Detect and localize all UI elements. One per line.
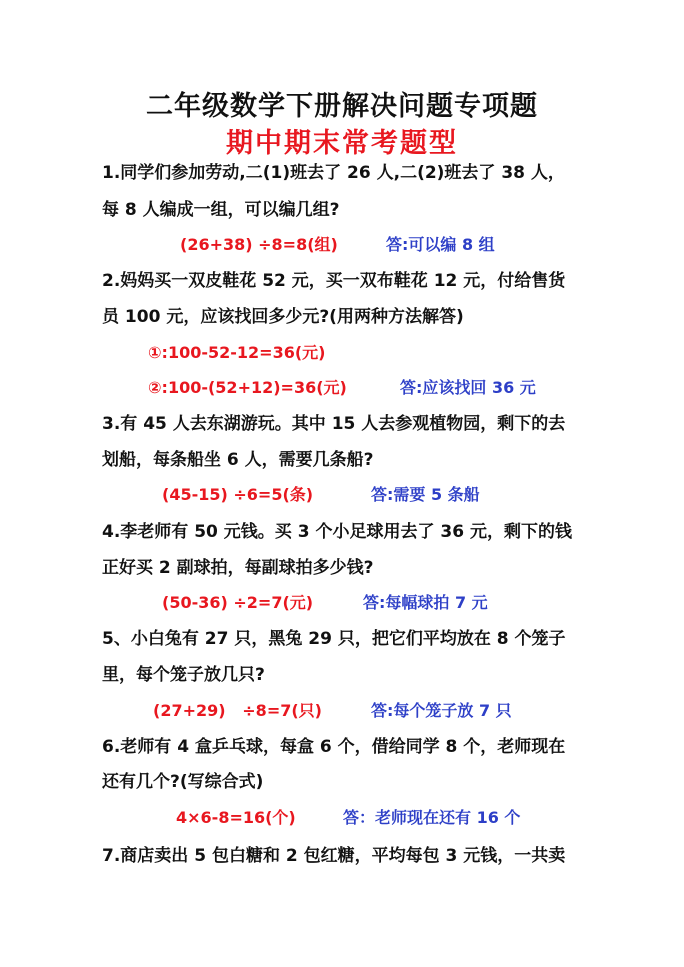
problem-4-answer: 答:每幅球拍 7 元 (363, 593, 488, 612)
problem-2-answer: 答:应该找回 36 元 (400, 378, 536, 397)
problem-6-equation: 4×6-8=16(个) (176, 808, 296, 827)
page-subtitle: 期中期末常考题型 (226, 128, 458, 159)
problem-2-line-2: 员 100 元，应该找回多少元?(用两种方法解答) (102, 307, 464, 327)
problem-5-answer: 答:每个笼子放 7 只 (371, 701, 512, 720)
problem-4-equation: (50-36) ÷2=7(元) (162, 593, 314, 612)
problem-5-equation: (27+29) ÷8=7(只) (153, 701, 322, 720)
problem-2-equation-2: ②:100-(52+12)=36(元) (148, 378, 347, 397)
problem-5-line-2: 里，每个笼子放几只? (102, 665, 265, 685)
problem-6-line-1: 6.老师有 4 盒乒乓球，每盒 6 个，借给同学 8 个，老师现在 (102, 737, 566, 757)
problem-4-line-1: 4.李老师有 50 元钱。买 3 个小足球用去了 36 元，剩下的钱 (102, 522, 572, 542)
problem-3-line-1: 3.有 45 人去东湖游玩。其中 15 人去参观植物园，剩下的去 (102, 414, 566, 434)
problem-1-answer: 答:可以编 8 组 (386, 235, 495, 254)
problem-3-equation: (45-15) ÷6=5(条) (162, 485, 314, 504)
problem-1-equation: (26+38) ÷8=8(组) (180, 235, 338, 254)
problem-1-line-1: 1.同学们参加劳动,二(1)班去了 26 人,二(2)班去了 38 人， (102, 163, 565, 183)
problem-5-line-1: 5、小白兔有 27 只，黑兔 29 只，把它们平均放在 8 个笼子 (102, 629, 566, 649)
problem-6-answer: 答：老师现在还有 16 个 (343, 808, 521, 827)
problem-4-line-2: 正好买 2 副球拍，每副球拍多少钱? (102, 558, 374, 578)
page-title: 二年级数学下册解决问题专项题 (146, 91, 538, 122)
problem-3-line-2: 划船，每条船坐 6 人，需要几条船? (102, 450, 374, 470)
problem-6-line-2: 还有几个?(写综合式) (102, 772, 264, 792)
problem-3-answer: 答:需要 5 条船 (371, 485, 480, 504)
problem-7-line-1: 7.商店卖出 5 包白糖和 2 包红糖，平均每包 3 元钱，一共卖 (102, 846, 566, 866)
problem-2-equation-1: ①:100-52-12=36(元) (148, 343, 326, 362)
problem-1-line-2: 每 8 人编成一组，可以编几组? (102, 200, 340, 220)
problem-2-line-1: 2.妈妈买一双皮鞋花 52 元，买一双布鞋花 12 元，付给售货 (102, 271, 566, 291)
